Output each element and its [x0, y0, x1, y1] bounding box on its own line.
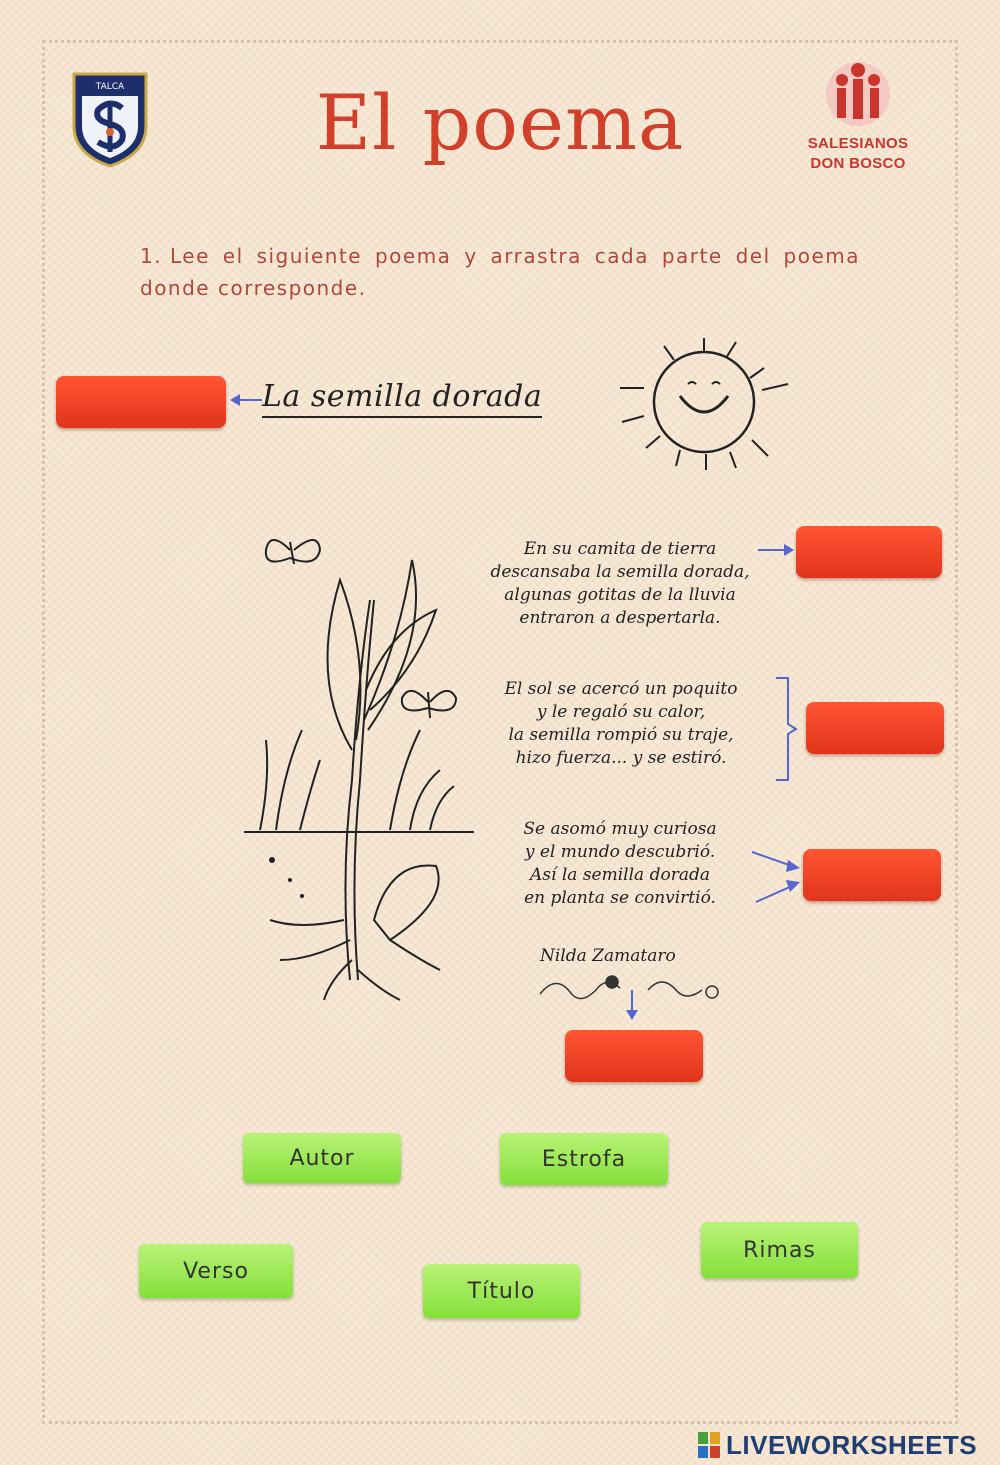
verse: algunas gotitas de la lluvia — [504, 585, 736, 605]
poem-title: La semilla dorada — [262, 378, 542, 418]
verse: En su camita de tierra — [523, 539, 717, 559]
verse: entraron a despertarla. — [519, 608, 721, 628]
stanza-3 — [470, 818, 770, 910]
verse: El sol se acercó un poquito — [504, 679, 738, 699]
school-shield-label: TALCA — [95, 82, 125, 92]
page-title: El poema — [315, 78, 685, 167]
dropzone-estrofa[interactable] — [806, 702, 944, 754]
sun-icon — [616, 336, 796, 476]
chip-verso[interactable]: Verso — [139, 1244, 293, 1298]
verse: Así la semilla dorada — [530, 865, 710, 885]
chip-estrofa[interactable]: Estrofa — [500, 1133, 668, 1185]
chip-rimas[interactable]: Rimas — [701, 1222, 858, 1278]
instruction-number: 1. — [140, 244, 163, 268]
verse: la semilla rompió su traje, — [508, 725, 734, 745]
salesianos-people-icon — [820, 60, 896, 130]
verse: en planta se convirtió. — [524, 888, 716, 908]
salesianos-line1: SALESIANOS — [807, 135, 909, 152]
arrow-right-icon — [756, 540, 796, 560]
salesianos-logo — [800, 60, 916, 180]
arrow-left-icon — [228, 390, 264, 410]
liveworksheets-logo-icon — [698, 1432, 722, 1458]
rhyme-arrows-icon — [750, 844, 802, 908]
bracket-icon — [774, 676, 808, 782]
verse: Se asomó muy curiosa — [523, 819, 717, 839]
decorative-doodle-icon — [536, 970, 726, 1020]
dropzone-rimas[interactable] — [803, 849, 941, 901]
dropzone-titulo[interactable] — [56, 376, 226, 428]
dropzone-autor[interactable] — [565, 1030, 703, 1082]
butterfly-icon — [396, 680, 462, 724]
liveworksheets-footer — [698, 1430, 977, 1460]
stanza-2 — [456, 678, 786, 770]
liveworksheets-brand: LIVEWORKSHEETS — [726, 1429, 978, 1460]
poem-author: Nilda Zamataro — [540, 946, 676, 966]
verse: descansaba la semilla dorada, — [490, 562, 750, 582]
instruction-text: Lee el siguiente poema y arrastra cada parte del poema donde corresponde. — [140, 244, 860, 300]
stanza-1 — [440, 538, 800, 630]
dropzone-verso[interactable] — [796, 526, 942, 578]
verse: y el mundo descubrió. — [524, 842, 716, 862]
instruction — [140, 240, 860, 304]
chip-titulo[interactable]: Título — [423, 1264, 580, 1318]
verse: hizo fuerza... y se estiró. — [515, 748, 727, 768]
chip-autor[interactable]: Autor — [243, 1133, 401, 1183]
salesianos-line2: DON BOSCO — [810, 155, 906, 172]
verse: y le regaló su calor, — [536, 702, 706, 722]
